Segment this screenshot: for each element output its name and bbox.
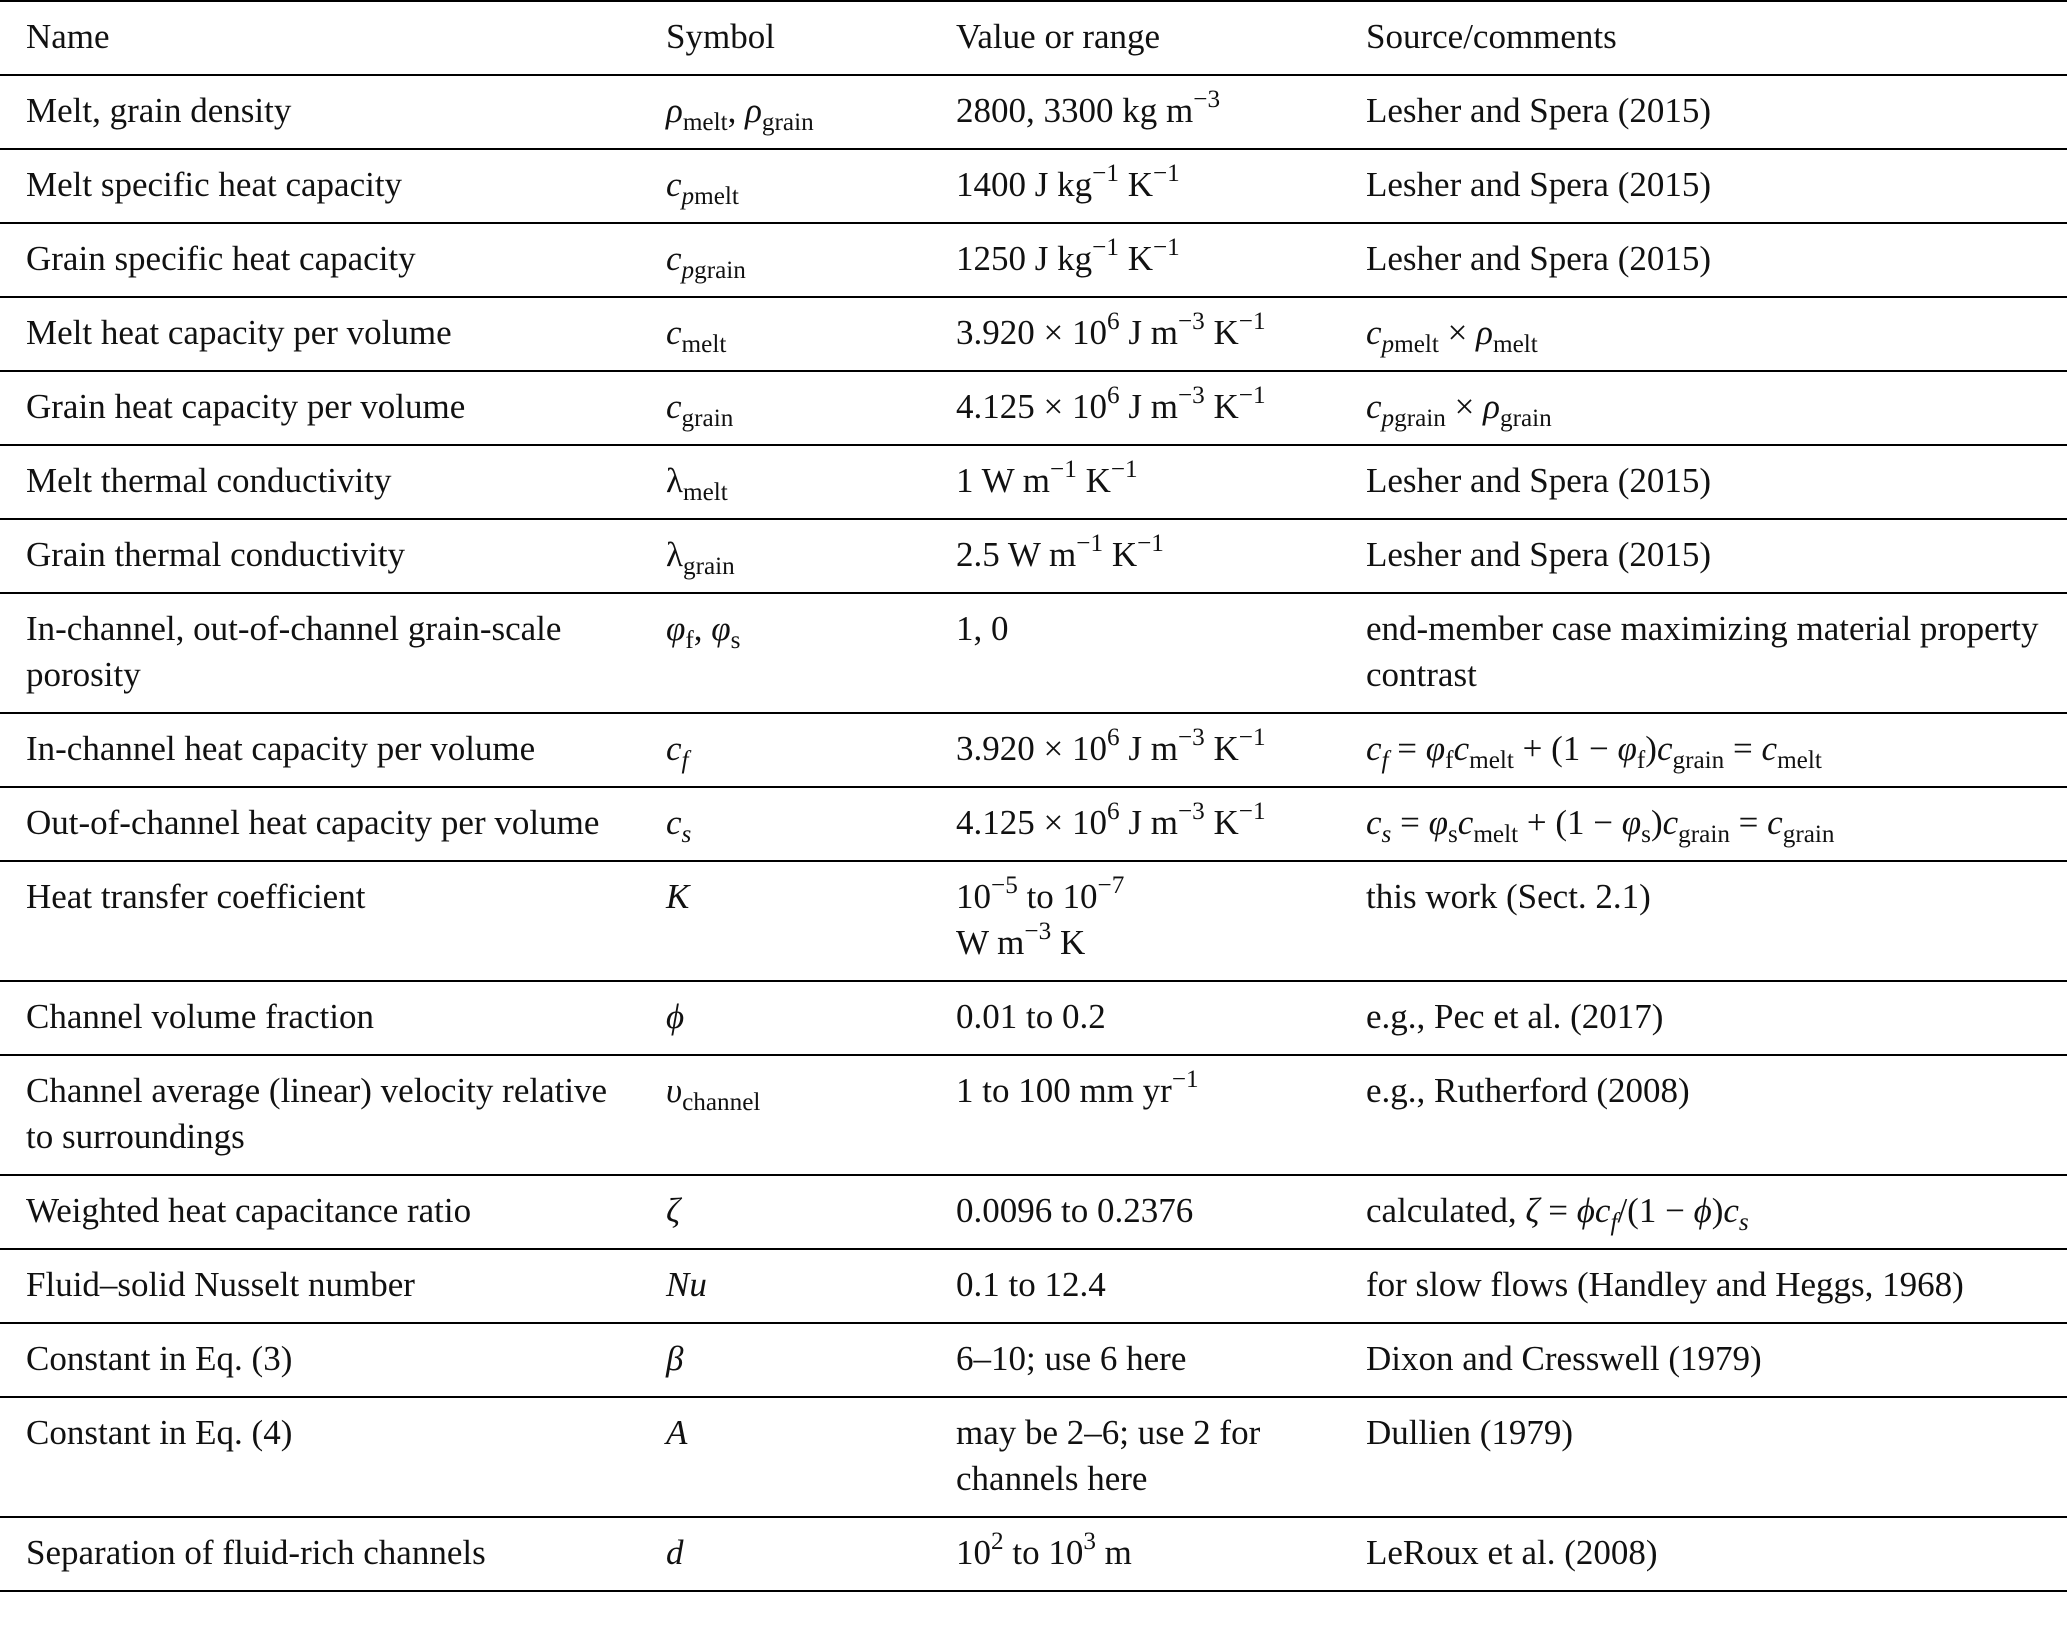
cell-symbol: $c_{grain}$ (640, 371, 930, 445)
header-source: Source/comments (1340, 1, 2067, 75)
cell-value: 0.1 to 12.4 (930, 1249, 1340, 1323)
cell-value: $4.125 \times 10^6$ J $m^{-3}$ $K^{-1}$ (930, 371, 1340, 445)
cell-value: 0.01 to 0.2 (930, 981, 1340, 1055)
cell-source: LeRoux et al. (2008) (1340, 1517, 2067, 1591)
cell-source: Lesher and Spera (2015) (1340, 445, 2067, 519)
cell-name: Out-of-channel heat capacity per volume (0, 787, 640, 861)
cell-value: 1250 J $kg^{-1}$ $K^{-1}$ (930, 223, 1340, 297)
cell-source: for slow flows (Handley and Heggs, 1968) (1340, 1249, 2067, 1323)
cell-value: 0.0096 to 0.2376 (930, 1175, 1340, 1249)
table-row (0, 1517, 2067, 1591)
table-row (0, 149, 2067, 223)
table-row (0, 519, 2067, 593)
table-row (0, 593, 2067, 713)
cell-name: Melt heat capacity per volume (0, 297, 640, 371)
cell-name: Separation of fluid-rich channels (0, 1517, 640, 1591)
header-value: Value or range (930, 1, 1340, 75)
cell-symbol: $\lambda_{grain}$ (640, 519, 930, 593)
cell-symbol: A (640, 1397, 930, 1517)
cell-value: 1, 0 (930, 593, 1340, 713)
cell-name: Melt specific heat capacity (0, 149, 640, 223)
cell-name: Melt, grain density (0, 75, 640, 149)
cell-value: $10^2$ to $10^3$ m (930, 1517, 1340, 1591)
table-row (0, 1249, 2067, 1323)
cell-value: $3.920 \times 10^6$ J $m^{-3}$ $K^{-1}$ (930, 713, 1340, 787)
cell-name: In-channel heat capacity per volume (0, 713, 640, 787)
cell-source: Dixon and Cresswell (1979) (1340, 1323, 2067, 1397)
cell-name: Grain heat capacity per volume (0, 371, 640, 445)
cell-name: In-channel, out-of-channel grain-scale porosity (0, 593, 640, 713)
cell-value: 2.5 W $m^{-1}$ $K^{-1}$ (930, 519, 1340, 593)
cell-name: Heat transfer coefficient (0, 861, 640, 981)
cell-name: Melt thermal conductivity (0, 445, 640, 519)
cell-symbol: $c_{melt}$ (640, 297, 930, 371)
table-row (0, 445, 2067, 519)
cell-symbol: $c_s$ (640, 787, 930, 861)
table-row (0, 75, 2067, 149)
cell-value: $10^{-5}$ to $10^{-7}$ W $m^{-3}$ K (930, 861, 1340, 981)
cell-source: $c_{pmelt} \times \rho_{melt}$ (1340, 297, 2067, 371)
cell-value: 1 to 100 mm $yr^{-1}$ (930, 1055, 1340, 1175)
cell-value: may be 2–6; use 2 for channels here (930, 1397, 1340, 1517)
cell-source: Lesher and Spera (2015) (1340, 149, 2067, 223)
table-row (0, 713, 2067, 787)
cell-value: 2800, 3300 kg $m^{-3}$ (930, 75, 1340, 149)
table-row (0, 1323, 2067, 1397)
cell-symbol: $\rho_{melt}$, $\rho_{grain}$ (640, 75, 930, 149)
cell-symbol: Nu (640, 1249, 930, 1323)
cell-value: $3.920 \times 10^6$ J $m^{-3}$ $K^{-1}$ (930, 297, 1340, 371)
cell-value: 6–10; use 6 here (930, 1323, 1340, 1397)
cell-symbol: ζ (640, 1175, 930, 1249)
cell-source: Lesher and Spera (2015) (1340, 223, 2067, 297)
cell-symbol: ϕ (640, 981, 930, 1055)
cell-source: Dullien (1979) (1340, 1397, 2067, 1517)
cell-source: this work (Sect. 2.1) (1340, 861, 2067, 981)
table-row (0, 297, 2067, 371)
cell-name: Grain thermal conductivity (0, 519, 640, 593)
header-symbol: Symbol (640, 1, 930, 75)
header-name: Name (0, 1, 640, 75)
table-row (0, 981, 2067, 1055)
cell-symbol: K (640, 861, 930, 981)
cell-symbol: $\varphi_f$, $\varphi_s$ (640, 593, 930, 713)
cell-source: calculated, $\zeta = \phi c_f/(1 - \phi)c_s$ (1340, 1175, 2067, 1249)
cell-name: Fluid–solid Nusselt number (0, 1249, 640, 1323)
cell-symbol: $c_{pgrain}$ (640, 223, 930, 297)
table-row (0, 371, 2067, 445)
cell-symbol: $c_f$ (640, 713, 930, 787)
table-row (0, 861, 2067, 981)
cell-symbol: $\upsilon_{channel}$ (640, 1055, 930, 1175)
cell-name: Channel volume fraction (0, 981, 640, 1055)
cell-source: end-member case maximizing material property contrast (1340, 593, 2067, 713)
table-row (0, 1397, 2067, 1517)
table-row (0, 1175, 2067, 1249)
header-row (0, 1, 2067, 75)
cell-source: $c_{pgrain} \times \rho_{grain}$ (1340, 371, 2067, 445)
cell-value: 1400 J $kg^{-1}$ $K^{-1}$ (930, 149, 1340, 223)
cell-name: Channel average (linear) velocity relative to surroundings (0, 1055, 640, 1175)
cell-source: $c_s = \varphi_sc_{melt} + (1 - \varphi_s)c_{grain} = c_{grain}$ (1340, 787, 2067, 861)
table-row (0, 787, 2067, 861)
cell-name: Weighted heat capacitance ratio (0, 1175, 640, 1249)
cell-source: $c_f = \varphi_fc_{melt} + (1 - \varphi_f)c_{grain} = c_{melt}$ (1340, 713, 2067, 787)
cell-source: e.g., Rutherford (2008) (1340, 1055, 2067, 1175)
cell-source: Lesher and Spera (2015) (1340, 75, 2067, 149)
table-row (0, 1055, 2067, 1175)
cell-symbol: $\lambda_{melt}$ (640, 445, 930, 519)
cell-value: 1 W $m^{-1}$ $K^{-1}$ (930, 445, 1340, 519)
cell-source: Lesher and Spera (2015) (1340, 519, 2067, 593)
cell-symbol: β (640, 1323, 930, 1397)
cell-name: Grain specific heat capacity (0, 223, 640, 297)
table-row (0, 223, 2067, 297)
cell-name: Constant in Eq. (4) (0, 1397, 640, 1517)
cell-value: $4.125 \times 10^6$ J $m^{-3}$ $K^{-1}$ (930, 787, 1340, 861)
cell-source: e.g., Pec et al. (2017) (1340, 981, 2067, 1055)
cell-name: Constant in Eq. (3) (0, 1323, 640, 1397)
cell-symbol: d (640, 1517, 930, 1591)
cell-symbol: $c_{pmelt}$ (640, 149, 930, 223)
